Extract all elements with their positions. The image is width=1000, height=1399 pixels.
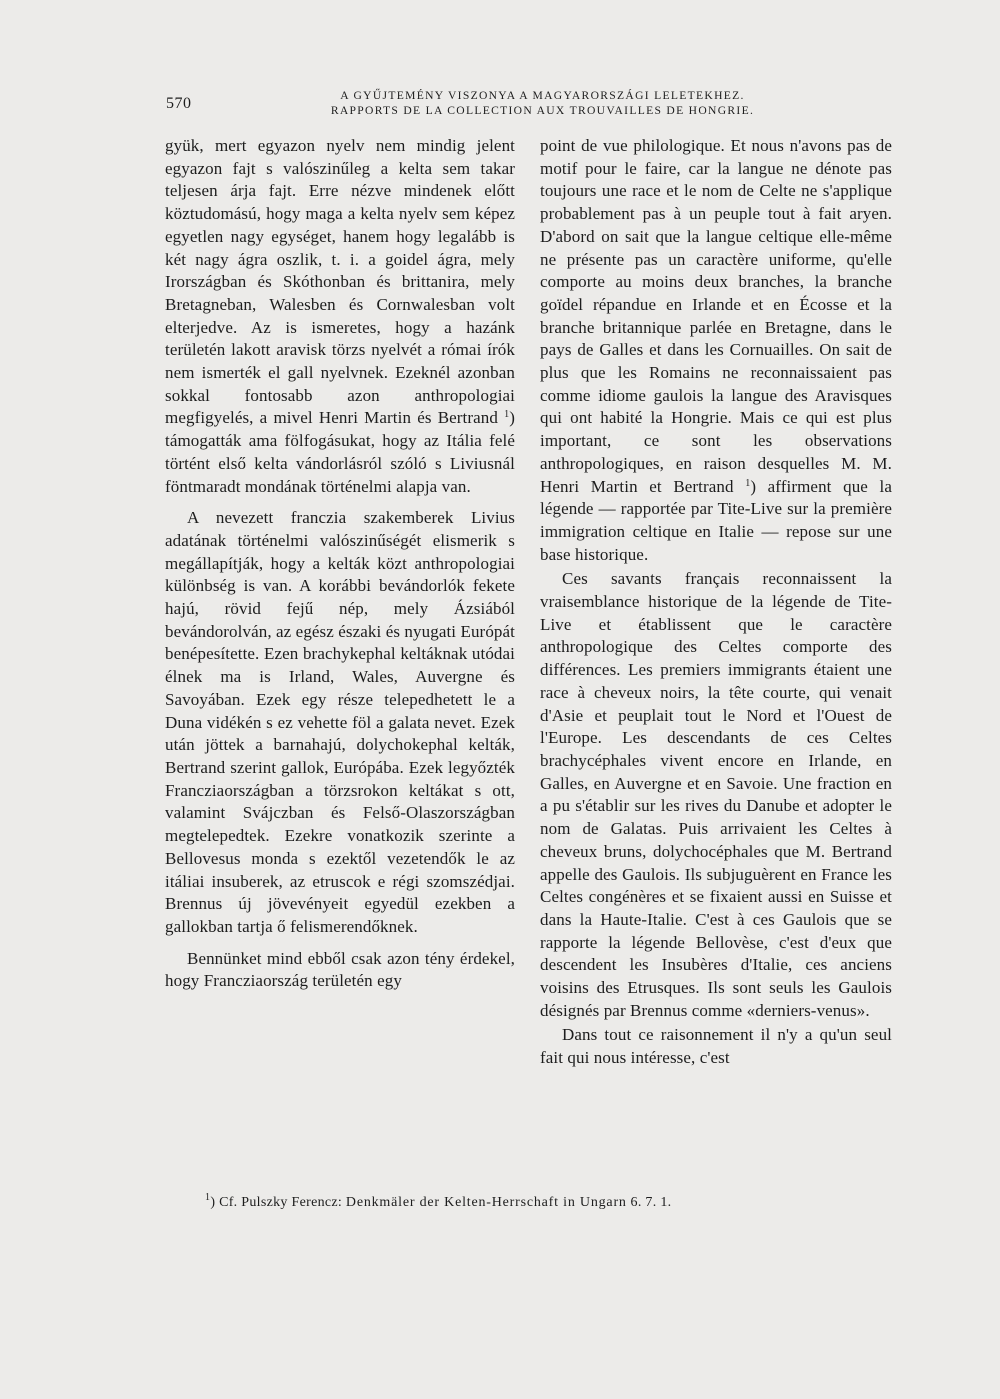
- french-paragraph-2: Ces savants français reconnaissent la vraisemblance historique de la légende de Tite-Live et établissent que le caractère anthropologique des Celtes comporte des différences. Les premiers immigrants étaient une race à cheveux noirs, la tête courte, qui venait d'Asie et peuplait tout le Nord et l'Ouest de l'Europe. Les descendants de ces Celtes brachycéphales vivent encore en Irlande, en Galles, en Auvergne et en Savoie. Une fraction en a pu s'établir sur les rives du Danube et adopter le nom de Galatas. Puis arrivaient les Celtes à cheveux bruns, dolychocéphales que M. Bertrand appelle des Gaulois. Ils subjuguèrent en France les Celtes congénères et se fixaient aussi en Suisse et dans la Haute-Italie. C'est à ces Gaulois que se rapporte la légende Bellovèse, c'est d'eux que descendent les Insubères d'Italie, ces anciens voisins des Etrusques. Ils sont seuls les Gaulois désignés par Brennus comme «derniers-venus».: [540, 569, 892, 1020]
- footnote: [205, 1192, 672, 1211]
- footnote-reference: 1: [504, 409, 510, 421]
- footnote-prefix: ) Cf. Pulszky Ferencz:: [210, 1195, 346, 1210]
- running-head: [300, 88, 785, 118]
- running-head-hungarian: A GYŰJTEMÉNY VISZONYA A MAGYARORSZÁGI LELETEKHEZ.: [340, 89, 745, 102]
- hungarian-paragraph-1-text-a: gyük, mert egyazon nyelv nem mindig jelent egyazon fajt s valószinűleg a kelta sem takar teljesen árja fajt. Erre nézve mindenek előtt köztudomású, hogy maga a kelta nyelv sem képez egyetlen nagy egységet, hanem hogy legalább is két nagy ágra oszlik, t. i. a goidel ágra, mely Irországban és Skóthonban és brittanira, mely Bretagneban, Walesben és Cornwalesban volt elterjedve. Az is ismeretes, hogy a hazánk területén lakott aravisk törzs nyelvét a római írók nem ismerték el gall nyelvnek. Ezeknél azonban sokkal fontosabb azon anthropologiai megfigyelés, a mivel Henri Martin és Bertrand: [165, 136, 515, 428]
- hungarian-column: [165, 135, 515, 993]
- french-paragraph-1-text-b: ) affirment que la légende — rapportée par Tite-Live sur la première immigration celtique en Italie — repose sur une base historique.: [540, 476, 893, 564]
- french-paragraph-1: [540, 135, 892, 566]
- french-paragraph-1-text-a: point de vue philologique. Et nous n'avons pas de motif pour le faire, car la langue ne dénote pas toujours une race et le nom de Celte ne s'applique probablement pas à un peuple tout à fait aryen. D'abord on sait que la langue celtique elle-même ne présente pas un caractère uniforme, qu'elle comporte au moins deux branches, la branche goïdel répandue en Irlande et en Écosse et la branche britannique parlée en Bretagne, dans le pays de Galles et dans les Cornuailles. On sait de plus que les Romains ne reconnaissaient pas comme idiome gaulois la langue des Aravisques qui ont habité la Hongrie. Mais ce qui est plus important, ce sont les observations anthropologiques, en raison desquelles M. M. Henri Martin et Bertrand: [540, 136, 892, 496]
- hungarian-paragraph-1-text-b: ) támogatták ama fölfogásukat, hogy az Itália felé történt első kelta vándorlásról szóló s Liviusnál föntmaradt mondának történelmi alapja van.: [165, 408, 515, 496]
- hungarian-paragraph-3: Bennünket mind ebből csak azon tény érdekel, hogy Francziaország területén egy: [165, 948, 515, 991]
- hungarian-paragraph-2: A nevezett franczia szakemberek Livius adatának történelmi valószinűségét elismerik s megállapítják, hogy a kelták közt anthropologiai különbség is van. A korábbi bevándorlók fekete hajú, rövid fejű nép, mely Ázsiából bevándorolván, az egész északi és nyugati Európát benépesítette. Ezen brachykephal keltáknak utódai élnek ma is Irland, Wales, Auvergne és Savoyában. Ezek egy része telepedhetett le a Duna vidékén s ez vehette föl a galata nevet. Ezek után jöttek a barnahajú, dolychokephal kelták, Bertrand szerint gallok, Európába. Ezek legyőzték Francziaországban a törzsrokon keltákat s ott, valamint Svájczban és Felső-Olaszországban megtelepedtek. Ezekre vonatkozik szerinte a Bellovesus monda s ezektől vezetendők le az itáliai insuberek, az etruscok e régi szomszédjai. Brennus új jövevényeit egyedül ezekben a gallokban tartja ő felismerendőknek.: [165, 508, 515, 936]
- french-paragraph-3: Dans tout ce raisonnement il n'y a qu'un seul fait qui nous intéresse, c'est: [540, 1025, 892, 1068]
- footnote-marker: 1: [205, 1192, 211, 1203]
- footnote-suffix: 6. 7. 1.: [626, 1195, 672, 1210]
- page-number: 570: [166, 95, 192, 112]
- hungarian-paragraph-1: [165, 135, 515, 498]
- footnote-work-title: Denkmäler der Kelten-Herrschaft in Ungarn: [345, 1195, 627, 1210]
- footnote-reference: 1: [745, 477, 751, 489]
- french-column: [540, 135, 892, 1070]
- running-head-french: RAPPORTS DE LA COLLECTION AUX TROUVAILLES DE HONGRIE.: [330, 104, 755, 117]
